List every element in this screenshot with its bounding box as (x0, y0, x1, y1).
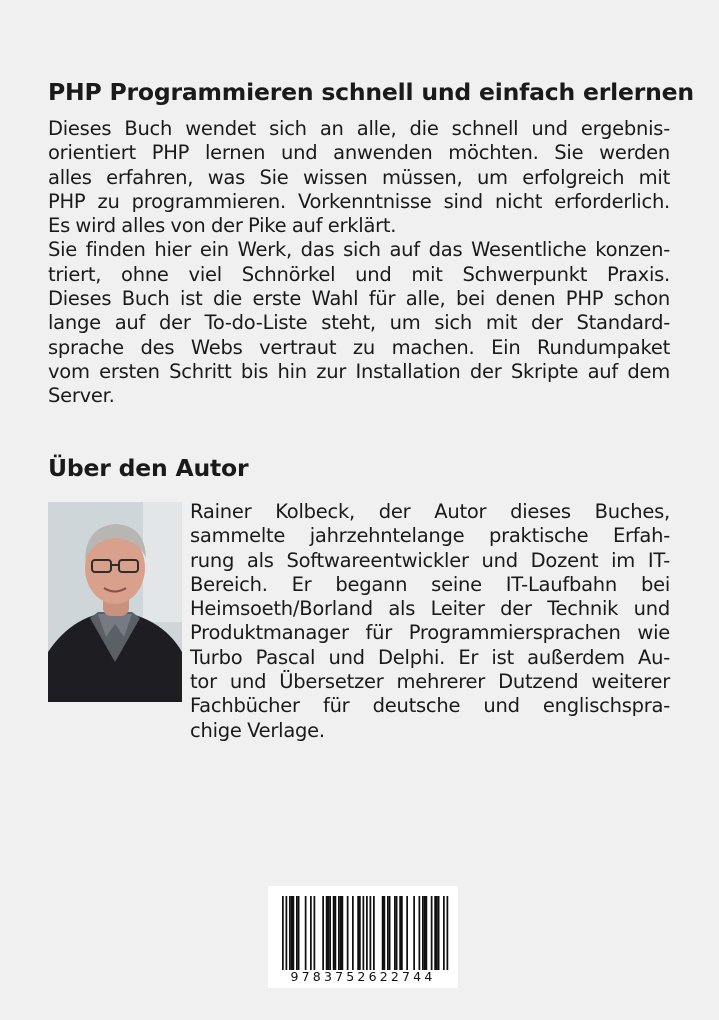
barcode-bar (289, 896, 291, 970)
barcode-bar (401, 896, 403, 970)
barcode-bar (406, 896, 408, 970)
description-line: PHP zu programmieren. Vorkenntnisse sind nicht erforderlich. (48, 189, 670, 213)
description-line: Dieses Buch ist die erste Wahl für alle, bei denen PHP schon (48, 287, 670, 311)
barcode-bar (335, 896, 337, 970)
description-line: Es wird alles von der Pike auf erklärt. (48, 214, 397, 238)
barcode-bar (443, 896, 445, 970)
barcode-bar (328, 896, 330, 970)
barcode-bar (352, 896, 354, 970)
bio-line: Turbo Pascal und Delphi. Er ist außerdem Au- (190, 645, 670, 669)
barcode-bar (396, 896, 398, 970)
barcode-bar (387, 896, 389, 970)
barcode-bar (342, 896, 344, 970)
barcode-bar (399, 896, 401, 970)
bio-line: tor und Übersetzer mehrerer Dutzend weiterer (190, 670, 670, 694)
barcode-bar (310, 896, 312, 970)
author-photo (48, 502, 182, 702)
barcode-bar (363, 896, 365, 970)
barcode-bar (359, 896, 361, 970)
barcode-bar (424, 896, 426, 970)
author-heading: Über den Autor (48, 454, 249, 482)
barcode-bar (382, 896, 384, 970)
barcode-bar (366, 896, 368, 970)
barcode-bar (394, 896, 396, 970)
book-title: PHP Programmieren schnell und einfach erlernen (48, 78, 694, 106)
barcode-bar (338, 896, 340, 970)
barcode-bar (293, 896, 295, 970)
isbn-number: 9783752622744 (290, 969, 436, 984)
barcode-bar (436, 896, 438, 970)
barcode-bar (291, 896, 293, 970)
description-line: sprache des Webs vertraut zu machen. Ein Rundumpaket (48, 335, 670, 359)
barcode-bar (419, 896, 421, 970)
barcode-bar (296, 896, 298, 970)
barcode-bar (347, 896, 349, 970)
barcode-bar (438, 896, 440, 970)
barcode-bar (384, 896, 386, 970)
description-line: Dieses Buch wendet sich an alle, die schnell und ergebnis- (48, 117, 670, 140)
author-bio (190, 500, 670, 743)
bio-line: sammelte jahrzehntelange praktische Erfah- (190, 524, 670, 548)
barcode-bar (373, 896, 375, 970)
description-line: orientiert PHP lernen und anwenden möchten. Sie werden (48, 141, 670, 165)
barcode-bar (333, 896, 335, 970)
barcode-bar (326, 896, 328, 970)
barcode-bar (370, 896, 372, 970)
description-line: Server. (48, 384, 115, 408)
barcode-bar (426, 896, 428, 970)
description-line: lange auf der To-do-Liste steht, um sich mit der Standard- (48, 311, 670, 335)
book-description (48, 117, 670, 409)
description-line: triert, ohne viel Schnörkel und mit Schwerpunkt Praxis. (48, 262, 670, 286)
bio-line: Heimsoeth/Borland als Leiter der Technik und (190, 597, 670, 621)
barcode-bar (286, 896, 288, 970)
bio-line: Bereich. Er begann seine IT-Laufbahn bei (190, 572, 670, 596)
bio-line: rung als Softwareentwickler und Dozent im IT- (190, 548, 670, 572)
barcode-bar (329, 896, 331, 970)
bio-line: Rainer Kolbeck, der Autor dieses Buches, (190, 500, 670, 523)
barcode-bar (431, 896, 433, 970)
barcode-bar (282, 896, 284, 970)
barcode-bar (322, 896, 324, 970)
barcode-bar (314, 896, 316, 970)
description-line: alles erfahren, was Sie wissen müssen, um erfolgreich mit (48, 165, 670, 189)
barcode-bar (389, 896, 391, 970)
barcode-bar (305, 896, 307, 970)
bio-line: Produktmanager für Programmiersprachen wie (190, 621, 670, 645)
barcode-bar (447, 896, 449, 970)
barcode-bar (357, 896, 359, 970)
barcode-bar (434, 896, 436, 970)
bio-line: Fachbücher für deutsche und englischspra- (190, 694, 670, 718)
barcode-bar (340, 896, 342, 970)
description-line: vom ersten Schritt bis hin zur Installation der Skripte auf dem (48, 359, 670, 383)
barcode-bar (298, 896, 300, 970)
barcode-bar (422, 896, 424, 970)
description-line: Sie finden hier ein Werk, das sich auf das Wesentliche konzen- (48, 238, 670, 262)
barcode-bar (413, 896, 415, 970)
bio-line: chige Verlage. (190, 718, 325, 742)
isbn-barcode (268, 886, 458, 988)
